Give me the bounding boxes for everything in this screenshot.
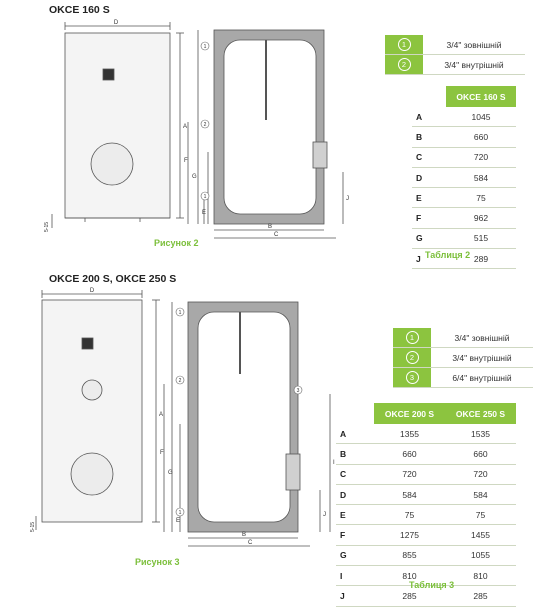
dim-label-ref: 5-15	[30, 521, 36, 532]
section1-title: OKCE 160 S	[49, 4, 110, 16]
conn-marker-1b: 1	[203, 194, 207, 200]
section2-title: OKCE 200 S, OKCE 250 S	[49, 273, 177, 285]
table-row: E 75	[412, 188, 516, 208]
dim-label-d: D	[113, 20, 119, 26]
column-header: OKCE 250 S	[445, 403, 516, 424]
table-caption-2: Таблиця 3	[409, 580, 455, 590]
connections-legend-2	[393, 328, 533, 388]
table-row: B 660	[412, 127, 516, 147]
dim-label-b: B	[242, 532, 247, 538]
legend-number: 1	[406, 331, 419, 344]
conn-marker-3: 3	[296, 388, 300, 394]
conn-marker-2: 2	[178, 378, 182, 384]
legend-row	[385, 35, 525, 55]
table-row: I 810 810	[336, 566, 516, 586]
column-header: OKCE 160 S	[446, 86, 516, 107]
legend-label: 3/4" внутрішній	[423, 55, 525, 75]
legend-label: 6/4" внутрішній	[431, 368, 533, 388]
legend-row	[385, 55, 525, 75]
table-caption-1: Таблиця 2	[425, 250, 471, 260]
dim-label-g: G	[192, 174, 197, 180]
legend-row	[393, 348, 533, 368]
dim-label-ref: 5-15	[44, 221, 50, 232]
legend-label: 3/4" зовнішній	[431, 328, 533, 348]
table-row: D 584	[412, 167, 516, 187]
table-row: J 289	[412, 249, 516, 269]
table-row: G 515	[412, 228, 516, 248]
conn-marker-1: 1	[178, 310, 182, 316]
table-row: D 584 584	[336, 484, 516, 504]
table-row: C 720	[412, 147, 516, 167]
table-header-row	[336, 403, 516, 424]
connections-legend-1	[385, 35, 525, 75]
dim-label-e: E	[202, 210, 207, 216]
legend-number: 3	[406, 371, 419, 384]
table-row: G 855 1055	[336, 545, 516, 565]
dim-label-f: F	[184, 158, 188, 164]
table-row: J 285 285	[336, 586, 516, 606]
conn-marker-2: 2	[203, 122, 207, 128]
dim-label-a: A	[183, 124, 188, 130]
legend-number: 2	[398, 58, 411, 71]
dim-label-d: D	[89, 288, 95, 294]
dim-label-j: J	[346, 196, 349, 202]
section-view-drawing-2	[160, 294, 350, 556]
dimensions-table-2	[336, 403, 516, 607]
dim-label-g: G	[168, 470, 173, 476]
legend-label: 3/4" зовнішній	[423, 35, 525, 55]
legend-number: 2	[406, 351, 419, 364]
table-row: A 1355 1535	[336, 424, 516, 444]
dim-label-e: E	[176, 518, 181, 524]
figure-caption-1: Рисунок 2	[154, 238, 199, 248]
table-row: B 660 660	[336, 444, 516, 464]
front-view-drawing-1	[40, 16, 200, 236]
legend-label: 3/4" внутрішній	[431, 348, 533, 368]
front-view-drawing-2	[30, 286, 170, 536]
section-view-drawing-1	[178, 22, 368, 244]
dim-label-c: C	[248, 540, 253, 546]
column-header: OKCE 200 S	[374, 403, 445, 424]
dim-label-i: I	[333, 460, 335, 466]
table-row: C 720 720	[336, 464, 516, 484]
table-row: F 962	[412, 208, 516, 228]
dim-label-a: A	[159, 412, 164, 418]
table-header-row	[412, 86, 516, 107]
dim-label-b: B	[268, 224, 273, 230]
dimensions-table-1	[412, 86, 516, 269]
legend-row	[393, 328, 533, 348]
dim-label-j: J	[323, 512, 326, 518]
conn-marker-1: 1	[203, 44, 207, 50]
dim-label-f: F	[160, 450, 164, 456]
legend-row	[393, 368, 533, 388]
table-row: F 1275 1455	[336, 525, 516, 545]
dim-label-c: C	[274, 232, 279, 238]
conn-marker-1b: 1	[178, 510, 182, 516]
legend-number: 1	[398, 38, 411, 51]
figure-caption-2: Рисунок 3	[135, 557, 180, 567]
table-row: E 75 75	[336, 505, 516, 525]
table-row: A 1045	[412, 107, 516, 127]
